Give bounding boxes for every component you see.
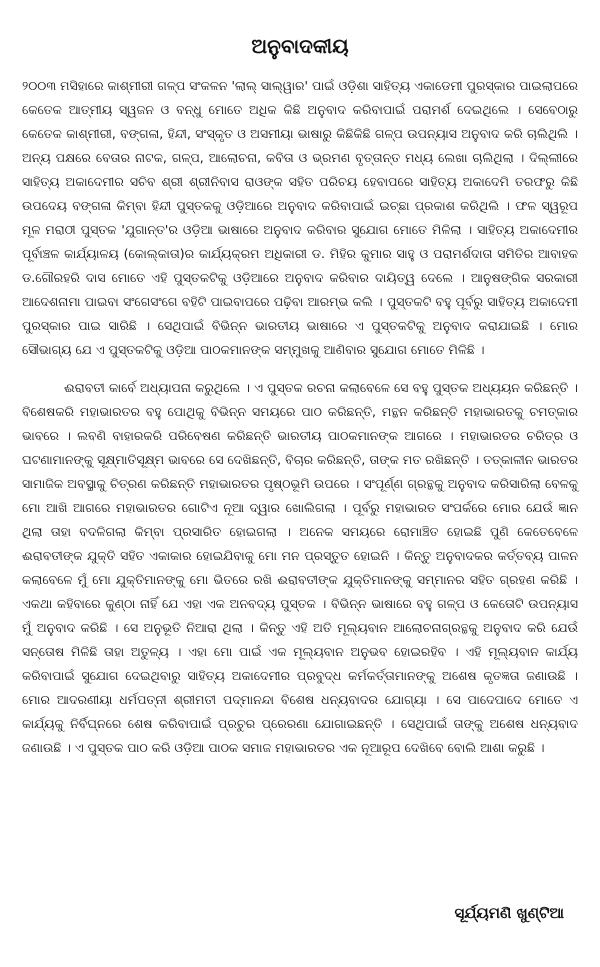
paragraph-2: ଈରାବତୀ କାର୍ବେ ଅଧ୍ୟାପନା କରୁଥିଲେ । ଏ ପୁସ୍ତକ ରଚନା କଲାବେଳେ ସେ ବହୁ ପୁସ୍ତକ ଅଧ୍ୟୟନ କରିଛନ୍ତି । ବିଶେଷକରି ମହାଭାରତର ବହୁ ପୋଥିକୁ ବିଭିନ୍ନ ସମୟରେ ପାଠ କରିଛନ୍ତି, ମନ୍ଥନ କରିଛନ୍ତି ମହାଭାରତକୁ ଚମତ୍କାର ଭାବରେ । ଲବଣି ବାହାରକରି ପରିବେଷଣ କରିଛନ୍ତି ଭାରତୀୟ ପାଠକମାନଙ୍କ ଆଗରେ । ମହାଭାରତର ଚରିତ୍ର ଓ ଘଟଣାମାନଙ୍କୁ ସୂକ୍ଷ୍ମାତିସୂକ୍ଷ୍ମ ଭାବରେ ସେ ଦେଖିଛନ୍ତି, ବିଚାର କରିଛନ୍ତି, ତାଙ୍କ ମତ ରଖିଛନ୍ତି । ତତ୍କାଳୀନ ଭାରତର ସାମାଜିକ ଅବସ୍ଥାକୁ ଚିତ୍ରଣ କରିଛନ୍ତି ମହାଭାରତର ପୃଷ୍ଠଭୂମି ଉପରେ । ସଂପୂର୍ଣ୍ଣ ଗ୍ରନ୍ଥକୁ ଅନୁବାଦ କରିସାରିଲା ବେଳକୁ ମୋ ଆଖି ଆଗରେ ମହାଭାରତର ଗୋଟିଏ ନୂଆ ଦ୍ୱାର ଖୋଲିଗଲା । ପୂର୍ବରୁ ମହାଭାରତ ସଂପର୍କରେ ମୋର ଯେଉଁ ଜ୍ଞାନ ଥିଲା ତାହା ବଦଳିଗଲା କିମ୍ବା ପ୍ରସାରିତ ହୋଇଗଲା । ଅନେକ ସମୟରେ ରୋମାଞ୍ଚିତ ହୋଇଛି ପୁଣି କେତେବେଳେ ଈରାବତୀଙ୍କ ଯୁକ୍ତି ସହିତ ଏକାକାର ହୋଇଯିବାକୁ ମୋ ମନ ପ୍ରସ୍ତୁତ ହୋଇନି । କିନ୍ତୁ ଅନୁବାଦକର କର୍ତ୍ତବ୍ୟ ପାଳନ କଲାବେଳେ ମୁଁ ମୋ ଯୁକ୍ତିମାନଙ୍କୁ ମୋ ଭିତରେ ରଖି ଈରାବତୀଙ୍କ ଯୁକ୍ତିମାନଙ୍କୁ ସମ୍ମାନର ସହିତ ଗ୍ରହଣ କରିଛି । ଏକଥା କହିବାରେ କୁଣ୍ଠା ନାହିଁ ଯେ ଏହା ଏକ ଅନବଦ୍ୟ ପୁସ୍ତକ । ବିଭିନ୍ନ ଭାଷାରେ ବହୁ ଗଳ୍ପ ଓ କେତୋଟି ଉପନ୍ୟାସ ମୁଁ ଅନୁବାଦ କରିଛି । ସେ ଅନୁଭୂତି ନିଆରା ଥିଲା । କିନ୍ତୁ ଏହି ଅତି ମୂଲ୍ୟବାନ ଆଲୋଚନାଗ୍ରନ୍ଥକୁ ଅନୁବାଦ କରି ଯେଉଁ ସନ୍ତୋଷ ମିଳିଛି ତାହା ଅତୁଳ୍ୟ । ଏହା ମୋ ପାଇଁ ଏକ ମୂଲ୍ୟବାନ ଅନୁଭବ ହୋଇରହିବ । ଏହି ମୂଲ୍ୟବାନ କାର୍ଯ୍ୟ କରିବାପାଇଁ ସୁଯୋଗ ଦେଇଥିବାରୁ ସାହିତ୍ୟ ଅକାଦେମୀର ପ୍ରବୁଦ୍ଧ କର୍ମକର୍ତ୍ତାମାନଙ୍କୁ ଅଶେଷ କୃତଜ୍ଞତା ଜଣାଉଛି । ମୋର ଆଦରଣୀୟା ଧର୍ମପତ୍ନୀ ଶ୍ରୀମତୀ ପଦ୍ମାନନ୍ଦା ବିଶେଷ ଧନ୍ୟବାଦର ଯୋଗ୍ୟା । ସେ ପାଦେପାଦେ ମୋତେ ଏ କାର୍ଯ୍ୟକୁ ନିର୍ବିଘ୍ନରେ ଶେଷ କରିବାପାଇଁ ପ୍ରଚୁର ପ୍ରେରଣା ଯୋଗାଇଛନ୍ତି । ସେଥିପାଇଁ ତାଙ୍କୁ ଅଶେଷ ଧନ୍ୟବାଦ ଜଣାଉଛି । ଏ ପୁସ୍ତକ ପାଠ କରି ଓଡ଼ିଆ ପାଠକ ସମାଜ ମହାଭାରତର ଏକ ନୂଆରୂପ ଦେଖିବେ ବୋଲି ଆଶା କରୁଛି । — [22, 380, 578, 755]
document-title: ଅନୁବାଦକୀୟ — [251, 34, 349, 58]
paragraph-1: ୨୦୦୩ ମସିହାରେ କାଶ୍ମୀରୀ ଗଳ୍ପ ସଂକଳନ 'ଲାଲ୍ ସାଲ୍ୱାର' ପାଇଁ ଓଡ଼ିଶା ସାହିତ୍ୟ ଏକାଡେମୀ ପୁରସ୍କାର ପାଇଲାପରେ କେତେକ ଆତ୍ମୀୟ ସ୍ୱଜନ ଓ ବନ୍ଧୁ ମୋତେ ଅଧିକ କିଛି ଅନୁବାଦ କରିବାପାଇଁ ପରାମର୍ଶ ଦେଇଥିଲେ । ସେବେଠାରୁ କେତେକ କାଶ୍ମୀରୀ, ବଙ୍ଗଳା, ହିନ୍ଦୀ, ସଂସ୍କୃତ ଓ ଅସମୀୟା ଭାଷାରୁ କିଛିକିଛି ଗଳ୍ପ ଉପନ୍ୟାସ ଅନୁବାଦ କରି ଚାଲିଥିଲି । ଅନ୍ୟ ପକ୍ଷରେ ବେତାର ନାଟକ, ଗଳ୍ପ, ଆଲୋଚନା, କବିତା ଓ ଭ୍ରମଣ ବୃତ୍ତାନ୍ତ ମଧ୍ୟ ଲେଖା ଚାଲିଥିଲା । ଦିଲ୍ଲୀରେ ସାହିତ୍ୟ ଅକାଦେମୀର ସଚିବ ଶ୍ରୀ ଶ୍ରୀନିବାସ ରାଓଙ୍କ ସହିତ ପରିଚୟ ହେବାପରେ ସାହିତ୍ୟ ଅକାଦେମି ତରଫରୁ କିଛି ଉପଦେୟ ବଙ୍ଗଳା କିମ୍ବା ହିନ୍ଦୀ ପୁସ୍ତକକୁ ଓଡ଼ିଆରେ ଅନୁବାଦ କରିବାପାଇଁ ଇଚ୍ଛା ପ୍ରକାଶ କରିଥିଲି । ଫଳ ସ୍ୱରୂପ ମୂଳ ମରାଠୀ ପୁସ୍ତକ 'ଯୁଗାନ୍ତ'ର ଓଡ଼ିଆ ଭାଷାରେ ଅନୁବାଦ କରିବାର ସୁଯୋଗ ମୋତେ ମିଳିଲା । ସାହିତ୍ୟ ଅକାଦେମୀର ପୂର୍ବାଞ୍ଚଳ କାର୍ଯ୍ୟାଳୟ (କୋଲ୍‌କାତା)ର କାର୍ଯ୍ୟକ୍ରମ ଅଧିକାରୀ ଡ. ମିହିର କୁମାର ସାହୁ ଓ ପରାମର୍ଶଦାତା ସମିତିର ଆବାହକ ଡ.ଗୌରହରି ଦାସ ମୋତେ ଏହି ପୁସ୍ତକଟିକୁ ଓଡ଼ିଆରେ ଅନୁବାଦ କରିବାର ଦାୟିତ୍ୱ ଦେଲେ । ଆନୁଷଙ୍ଗିକ ସରକାରୀ ଆଦେଶନାମା ପାଇବା ସଂଗେସଂଗେ ବହିଟି ପାଇବାପରେ ପଢ଼ିବା ଆରମ୍ଭ କଲି । ପୁସ୍ତକଟି ବହୁ ପୂର୍ବରୁ ସାହିତ୍ୟ ଅକାଦେମୀ ପୁରସ୍କାର ପାଇ ସାରିଛି । ସେଥିପାଇଁ ବିଭିନ୍ନ ଭାରତୀୟ ଭାଷାରେ ଏ ପୁସ୍ତକଟିକୁ ଅନୁବାଦ କରାଯାଇଛି । ମୋର ସୌଭାଗ୍ୟ ଯେ ଏ ପୁସ୍ତକଟିକୁ ଓଡ଼ିଆ ପାଠକମାନଙ୍କ ସମ୍ମୁଖକୁ ଆଣିବାର ସୁଯୋଗ ମୋତେ ମିଳିଛି । — [22, 78, 578, 357]
translator-signature: ସୂର୍ଯ୍ୟମଣି ଖୁଣ୍ଟିଆ — [454, 904, 564, 922]
